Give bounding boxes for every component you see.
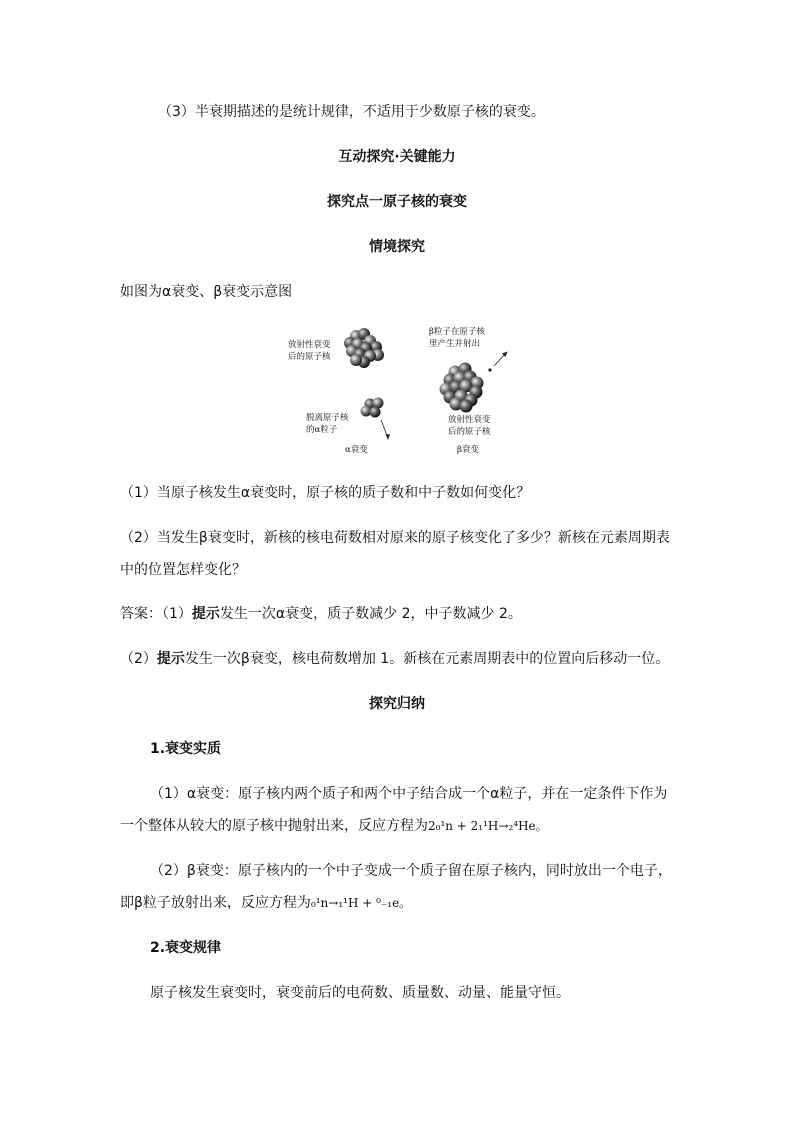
beta-nucleus-label-1: 放射性衰变 (448, 415, 491, 425)
hint-label-2: 提示 (156, 651, 185, 667)
beta-particle-label-1: β粒子在原子核 (429, 327, 485, 337)
decay-diagram (280, 320, 520, 460)
subsection-title: 探究点一原子核的衰变 (327, 194, 467, 210)
beta-caption: β衰变 (457, 445, 479, 455)
answer-1 (120, 604, 522, 624)
answer-2-text: 发生一次β衰变，核电荷数增加 1。新核在元素周期表中的位置向后移动一位。 (184, 651, 670, 667)
beta-decay-equation: ₀¹n→₁¹H + ⁰₋₁e。 (310, 896, 412, 910)
beta-decay-line-2-text: 即β粒子放射出来，反应方程为 (120, 895, 311, 911)
beta-daughter-nucleus-icon (440, 363, 484, 413)
beta-decay-line-1: （2）β衰变：原子核内的一个中子变成一个质子留在原子核内，同时放出一个电子， (150, 863, 672, 879)
question-2-line-1: （2）当发生β衰变时，新核的核电荷数相对原来的原子核变化了多少？新核在元素周期表 (120, 530, 670, 546)
alpha-nucleus-label-1: 放射性衰变 (288, 340, 331, 350)
question-1: （1）当原子核发生α衰变时，原子核的质子数和中子数如何变化？ (120, 485, 531, 501)
alpha-particle-label-1: 脱离原子核 (306, 413, 349, 423)
beta-particle-icon (488, 368, 491, 371)
intro-text: 如图为α衰变、β衰变示意图 (120, 284, 293, 300)
beta-nucleus-label-2: 后的原子核 (448, 427, 491, 437)
alpha-daughter-nucleus-icon (344, 328, 384, 368)
alpha-particle-icon (361, 398, 384, 418)
summary-title: 探究归纳 (369, 696, 425, 712)
decay-law-text: 原子核发生衰变时，衰变前后的电荷数、质量数、动量、能量守恒。 (150, 985, 570, 1001)
note-3: （3）半衰期描述的是统计规律，不适用于少数原子核的衰变。 (158, 104, 545, 120)
alpha-particle-label-2: 的α粒子 (306, 425, 338, 435)
answer-1-text: 发生一次α衰变，质子数减少 2，中子数减少 2。 (219, 606, 522, 622)
summary-point-1-title: 1.衰变实质 (150, 741, 222, 757)
alpha-decay-equation: 2₀¹n + 2₁¹H→₂⁴He。 (428, 819, 548, 833)
answer-label: 答案：（1） (120, 606, 192, 622)
alpha-caption: α衰变 (345, 445, 368, 455)
beta-particle-label-2: 里产生并射出 (429, 339, 481, 349)
hint-label-1: 提示 (191, 606, 220, 622)
answer-2-prefix: （2） (120, 651, 157, 667)
alpha-decay-line-2-text: 一个整体从较大的原子核中抛射出来，反应方程为 (120, 818, 428, 834)
summary-point-2-title: 2.衰变规律 (150, 940, 222, 956)
question-2-line-2: 中的位置怎样变化？ (120, 562, 246, 578)
section-title: 互动探究·关键能力 (338, 149, 456, 165)
alpha-decay-line-1: （1）α衰变：原子核内两个质子和两个中子结合成一个α粒子，并在一定条件下作为 (150, 786, 668, 802)
beta-decay-line-2 (120, 893, 411, 913)
alpha-nucleus-label-2: 后的原子核 (288, 352, 331, 362)
alpha-decay-line-2 (120, 816, 548, 836)
scenario-title: 情境探究 (369, 239, 425, 255)
answer-2 (120, 649, 669, 669)
